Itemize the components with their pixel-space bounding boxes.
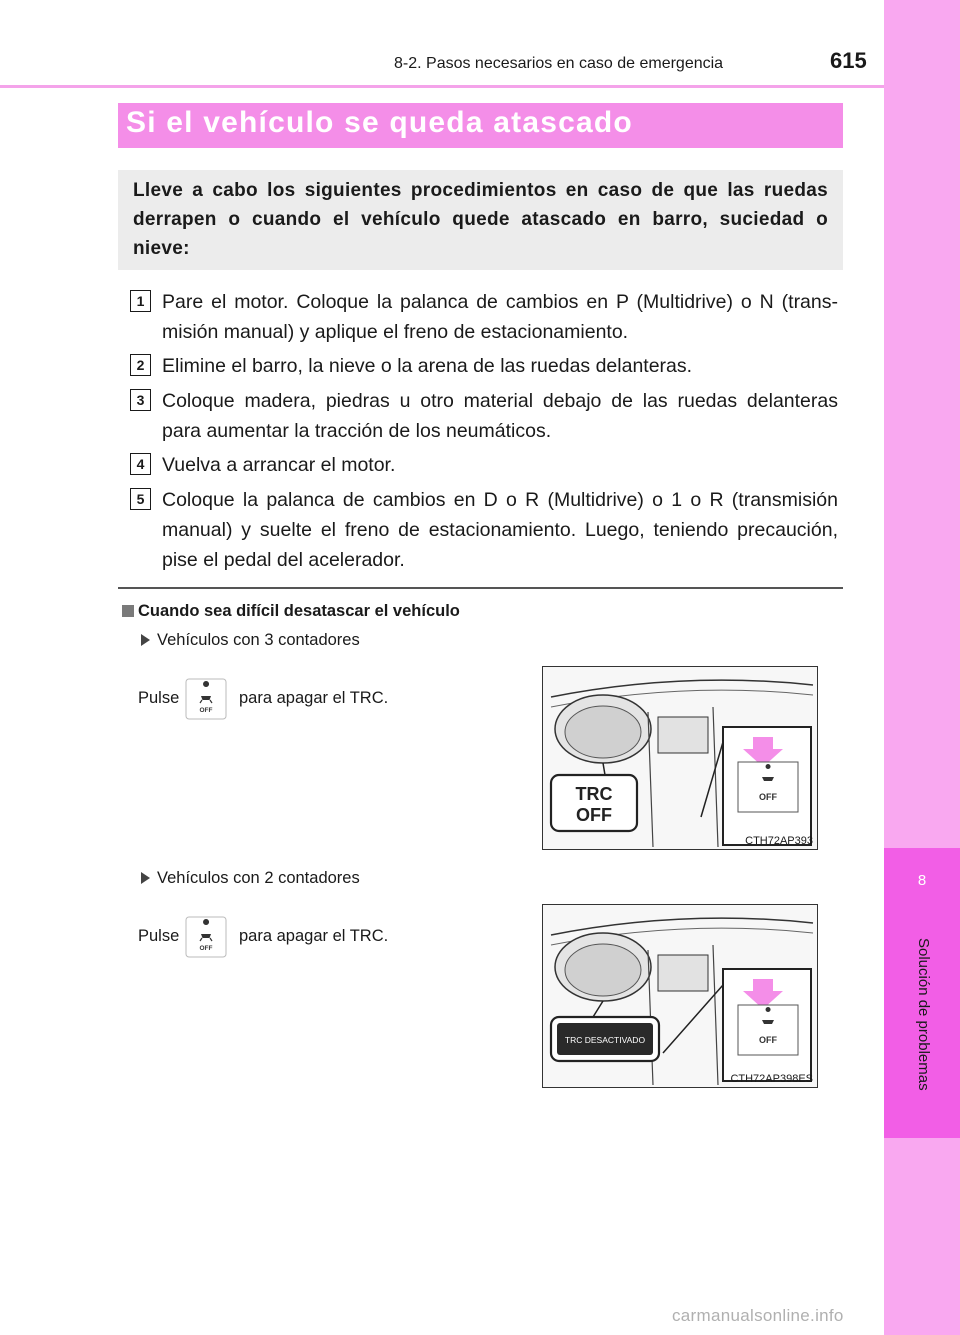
step-badge: 2 bbox=[130, 354, 151, 376]
step-badge: 4 bbox=[130, 453, 151, 475]
figure-code: CTH72AP393 bbox=[745, 835, 813, 847]
intro-text: Lleve a cabo los siguientes procedimientos en caso de que las ruedas derrapen o cuando el vehículo quede atascado en barro, suciedad o nieve: bbox=[133, 180, 828, 259]
subsection-heading: Cuando sea difícil desatascar el vehículo bbox=[138, 602, 460, 620]
switch-label: OFF bbox=[759, 1035, 777, 1045]
switch-label: OFF bbox=[199, 707, 213, 714]
dashboard-figure bbox=[542, 904, 818, 1088]
step-text: Pare el motor. Coloque la palanca de cambios en P (Multidrive) o N (trans-misión manual) y aplique el freno de estacionamiento. bbox=[162, 291, 838, 343]
section-divider bbox=[118, 587, 843, 589]
subhead-square-icon bbox=[122, 605, 134, 617]
step-text: Coloque madera, piedras u otro material debajo de las ruedas delanteras para aumentar la tracción de los neumáticos. bbox=[162, 390, 838, 442]
variant-label: Vehículos con 3 contadores bbox=[157, 631, 360, 649]
callout-display: TRC DESACTIVADO bbox=[564, 1035, 646, 1045]
instruction-after: para apagar el TRC. bbox=[239, 927, 389, 945]
callout-line-1: TRC bbox=[575, 784, 613, 804]
page-title: Si el vehículo se queda atascado bbox=[126, 106, 633, 139]
watermark: carmanualsonline.info bbox=[672, 1306, 844, 1325]
instruction-before: Pulse bbox=[138, 689, 180, 707]
variant-label: Vehículos con 2 contadores bbox=[157, 869, 360, 887]
callout-line-2: OFF bbox=[576, 805, 612, 825]
step-badge: 1 bbox=[130, 290, 151, 312]
dashboard-figure bbox=[542, 666, 818, 850]
instruction bbox=[138, 689, 389, 714]
dashboard-illustration bbox=[543, 905, 818, 1088]
instruction bbox=[138, 927, 389, 952]
step-text: Coloque la palanca de cambios en D o R (Multidrive) o 1 o R (transmisión manual) y suelte el freno de estacionamiento. Luego, teniendo precaución, pise el pedal del acelerador. bbox=[162, 489, 838, 571]
instruction-after: para apagar el TRC. bbox=[239, 689, 389, 707]
step-text: Elimine el barro, la nieve o la arena de las ruedas delanteras. bbox=[162, 355, 693, 377]
header-rule bbox=[0, 85, 884, 88]
arrow-right-icon bbox=[141, 872, 150, 884]
chapter-label: Solución de problemas bbox=[915, 938, 932, 1091]
chapter-number: 8 bbox=[917, 872, 927, 889]
step-badge: 5 bbox=[130, 488, 151, 510]
step-badge: 3 bbox=[130, 389, 151, 411]
trc-off-switch-icon bbox=[185, 916, 227, 958]
arrow-right-icon bbox=[141, 634, 150, 646]
switch-label: OFF bbox=[199, 945, 213, 952]
step-text: Vuelva a arrancar el motor. bbox=[162, 454, 396, 476]
figure-code: CTH72AP398ES bbox=[730, 1073, 813, 1085]
instruction-before: Pulse bbox=[138, 927, 180, 945]
section-header: 8-2. Pasos necesarios en caso de emergencia bbox=[394, 55, 724, 72]
switch-label: OFF bbox=[759, 792, 777, 802]
trc-off-switch-icon bbox=[185, 678, 227, 720]
dashboard-illustration bbox=[543, 667, 818, 850]
page-number: 615 bbox=[830, 48, 867, 73]
